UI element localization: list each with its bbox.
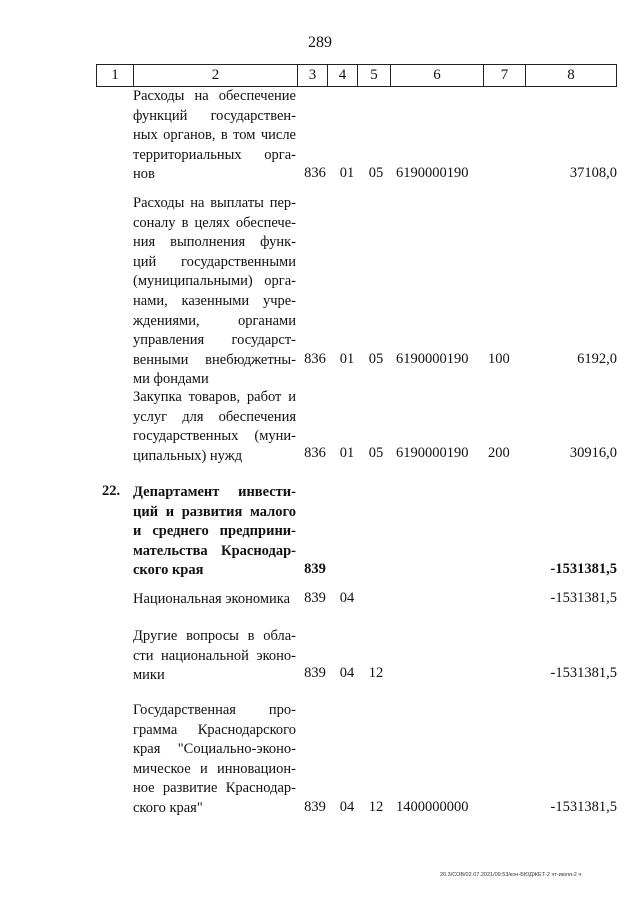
row-description bbox=[133, 87, 296, 185]
description-line: услуг для обеспечения bbox=[133, 408, 296, 425]
cell-col-8: -1531381,5 bbox=[550, 561, 617, 577]
table-header bbox=[96, 64, 617, 87]
row-description bbox=[133, 627, 296, 686]
description-line: Национальная экономика bbox=[133, 591, 291, 607]
row-number: 22. bbox=[102, 483, 121, 499]
description-line: ципальных) нужд bbox=[133, 447, 243, 464]
description-line: функций государствен- bbox=[133, 107, 296, 124]
cell-col-4: 04 bbox=[339, 590, 355, 606]
description-line: Расходы на обеспечение bbox=[133, 88, 296, 104]
cell-col-4: 01 bbox=[339, 445, 355, 461]
header-col-8: 8 bbox=[525, 65, 616, 86]
description-line: Закупка товаров, работ и bbox=[133, 389, 296, 405]
description-line: государственных (муни- bbox=[133, 428, 296, 445]
row-description bbox=[133, 701, 296, 819]
description-line: ми фондами bbox=[133, 371, 209, 388]
cell-col-7: 200 bbox=[488, 445, 510, 461]
cell-col-3: 836 bbox=[304, 445, 326, 461]
description-line: ждениями, органами bbox=[133, 312, 296, 329]
description-line: управления государст- bbox=[133, 332, 296, 349]
cell-col-8: -1531381,5 bbox=[550, 799, 617, 815]
header-col-3: 3 bbox=[297, 65, 327, 86]
cell-col-3: 839 bbox=[304, 799, 326, 815]
row-description bbox=[133, 590, 296, 610]
row-description bbox=[133, 194, 296, 390]
description-line: Расходы на выплаты пер- bbox=[133, 195, 296, 211]
description-line: территориальных орга- bbox=[133, 146, 296, 163]
header-col-1: 1 bbox=[111, 67, 119, 83]
header-col-2: 2 bbox=[133, 65, 297, 86]
cell-col-8: 6192,0 bbox=[577, 351, 617, 367]
header-col-5: 5 bbox=[357, 65, 390, 86]
description-line: ное развитие Краснодар- bbox=[133, 780, 296, 797]
description-line: соналу в целях обеспече- bbox=[133, 214, 296, 231]
description-line: ций государственными bbox=[133, 253, 296, 270]
description-line: края "Социально-эконо- bbox=[133, 741, 296, 758]
cell-col-8: -1531381,5 bbox=[550, 590, 617, 606]
description-line: ского края bbox=[133, 562, 204, 579]
cell-col-6: 1400000000 bbox=[396, 799, 469, 815]
cell-col-8: 30916,0 bbox=[569, 445, 617, 461]
cell-col-5: 05 bbox=[368, 445, 384, 461]
cell-col-5: 05 bbox=[368, 351, 384, 367]
cell-col-4: 01 bbox=[339, 165, 355, 181]
description-line: нов bbox=[133, 166, 155, 183]
description-line: сти национальной эконо- bbox=[133, 647, 296, 664]
description-line: ных органов, в том числе bbox=[133, 127, 296, 144]
cell-col-5: 05 bbox=[368, 165, 384, 181]
description-line: мики bbox=[133, 667, 165, 684]
description-line: (муниципальными) орга- bbox=[133, 273, 296, 290]
cell-col-4: 04 bbox=[339, 665, 355, 681]
cell-col-4: 04 bbox=[339, 799, 355, 815]
cell-col-6: 6190000190 bbox=[396, 445, 469, 461]
cell-col-7: 100 bbox=[488, 351, 510, 367]
description-line: ния выполнения функ- bbox=[133, 234, 296, 251]
description-line: ского края" bbox=[133, 799, 203, 816]
description-line: мическое и инновацион- bbox=[133, 760, 296, 777]
description-line: Государственная про- bbox=[133, 702, 296, 718]
cell-col-3: 839 bbox=[304, 590, 326, 606]
cell-col-3: 839 bbox=[304, 665, 326, 681]
row-description bbox=[133, 388, 296, 466]
cell-col-8: 37108,0 bbox=[569, 165, 617, 181]
page-number: 289 bbox=[308, 34, 332, 51]
cell-col-6: 6190000190 bbox=[396, 351, 469, 367]
description-line: грамма Краснодарского bbox=[133, 721, 296, 738]
cell-col-8: -1531381,5 bbox=[550, 665, 617, 681]
description-line: венными внебюджетны- bbox=[133, 351, 296, 368]
description-line: Департамент инвести- bbox=[133, 484, 296, 500]
header-col-6: 6 bbox=[390, 65, 483, 86]
description-line: ций и развития малого bbox=[133, 503, 296, 520]
cell-col-5: 12 bbox=[368, 665, 384, 681]
cell-col-3: 836 bbox=[304, 165, 326, 181]
cell-col-4: 01 bbox=[339, 351, 355, 367]
row-description bbox=[133, 483, 296, 581]
header-col-4: 4 bbox=[327, 65, 357, 86]
cell-col-6: 6190000190 bbox=[396, 165, 469, 181]
description-line: нами, казенными учре- bbox=[133, 292, 296, 309]
description-line: Другие вопросы в обла- bbox=[133, 628, 296, 644]
document-footer-code: 20.3/СОВ/02.07.2021/09:53/кон-БЮДЖЕТ-2 чт-июля-2 ч bbox=[440, 872, 582, 878]
header-col-7: 7 bbox=[483, 65, 525, 86]
description-line: и среднего предприни- bbox=[133, 523, 296, 540]
description-line: мательства Краснодар- bbox=[133, 542, 296, 559]
cell-col-3: 839 bbox=[304, 561, 326, 577]
cell-col-3: 836 bbox=[304, 351, 326, 367]
cell-col-5: 12 bbox=[368, 799, 384, 815]
